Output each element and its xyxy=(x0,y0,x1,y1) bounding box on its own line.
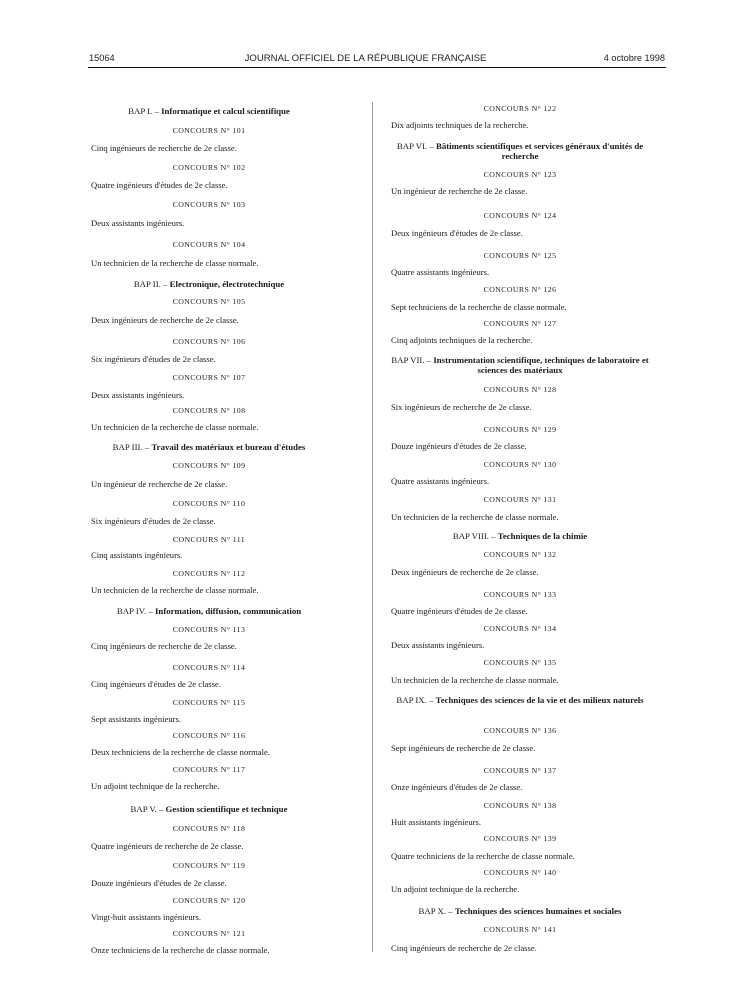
position-line: Quatre assistants ingénieurs. xyxy=(391,267,490,277)
position-line: Deux ingénieurs de recherche de 2e classe. xyxy=(391,567,539,577)
position-line: Cinq assistants ingénieurs. xyxy=(91,550,183,560)
section-heading xyxy=(391,906,649,916)
concours-number: CONCOURS N° 119 xyxy=(172,861,246,870)
concours-number: CONCOURS N° 105 xyxy=(172,297,246,306)
position-line: Onze ingénieurs d'études de 2e classe. xyxy=(391,782,523,792)
concours-number: CONCOURS N° 101 xyxy=(172,126,246,135)
position-line: Six ingénieurs d'études de 2e classe. xyxy=(91,516,216,526)
position-line: Cinq ingénieurs de recherche de 2e classe. xyxy=(391,943,537,953)
concours-number: CONCOURS N° 130 xyxy=(483,460,557,469)
position-line: Un technicien de la recherche de classe normale. xyxy=(91,258,259,268)
section-title: Informatique et calcul scientifique xyxy=(161,106,290,116)
position-line: Un ingénieur de recherche de 2e classe. xyxy=(91,479,228,489)
section-heading xyxy=(91,106,327,116)
concours-number: CONCOURS N° 107 xyxy=(172,373,246,382)
concours-number: CONCOURS N° 140 xyxy=(483,868,557,877)
publication-date: 4 octobre 1998 xyxy=(603,53,665,63)
position-line: Deux assistants ingénieurs. xyxy=(91,390,185,400)
section-heading xyxy=(91,804,327,814)
section-heading xyxy=(91,279,327,289)
concours-number: CONCOURS N° 115 xyxy=(172,698,246,707)
concours-number: CONCOURS N° 141 xyxy=(483,925,557,934)
position-line: Cinq adjoints techniques de la recherche. xyxy=(391,335,533,345)
position-line: Quatre assistants ingénieurs. xyxy=(391,476,490,486)
section-title: Electronique, électrotechnique xyxy=(169,279,285,289)
position-line: Quatre ingénieurs d'études de 2e classe. xyxy=(391,606,528,616)
position-line: Un ingénieur de recherche de 2e classe. xyxy=(391,186,528,196)
concours-number: CONCOURS N° 121 xyxy=(172,929,246,938)
concours-number: CONCOURS N° 134 xyxy=(483,624,557,633)
position-line: Six ingénieurs d'études de 2e classe. xyxy=(91,354,216,364)
concours-number: CONCOURS N° 139 xyxy=(483,834,557,843)
concours-number: CONCOURS N° 136 xyxy=(483,726,557,735)
section-prefix: BAP IX. – xyxy=(396,695,436,705)
concours-number: CONCOURS N° 108 xyxy=(172,406,246,415)
section-title: Information, diffusion, communication xyxy=(155,606,302,616)
concours-number: CONCOURS N° 109 xyxy=(172,461,246,470)
section-prefix: BAP I. – xyxy=(128,106,162,116)
concours-number: CONCOURS N° 112 xyxy=(172,569,246,578)
position-line: Onze techniciens de la recherche de classe normale. xyxy=(91,945,270,955)
position-line: Douze ingénieurs d'études de 2e classe. xyxy=(391,441,527,451)
section-heading xyxy=(91,442,327,452)
concours-number: CONCOURS N° 124 xyxy=(483,211,557,220)
position-line: Un adjoint technique de la recherche. xyxy=(391,884,520,894)
column-divider xyxy=(372,102,373,952)
section-heading xyxy=(391,141,649,161)
concours-number: CONCOURS N° 104 xyxy=(172,240,246,249)
concours-number: CONCOURS N° 110 xyxy=(172,499,246,508)
section-title: Techniques des sciences de la vie et des milieux naturels xyxy=(435,695,644,705)
position-line: Un technicien de la recherche de classe normale. xyxy=(391,675,559,685)
journal-title: JOURNAL OFFICIEL DE LA RÉPUBLIQUE FRANÇAISE xyxy=(244,53,487,64)
concours-number: CONCOURS N° 120 xyxy=(172,896,246,905)
concours-number: CONCOURS N° 123 xyxy=(483,170,557,179)
section-heading xyxy=(391,355,649,375)
position-line: Un technicien de la recherche de classe normale. xyxy=(391,512,559,522)
position-line: Vingt-huit assistants ingénieurs. xyxy=(91,912,201,922)
section-prefix: BAP V. – xyxy=(130,804,166,814)
concours-number: CONCOURS N° 125 xyxy=(483,251,557,260)
position-line: Sept assistants ingénieurs. xyxy=(91,714,181,724)
concours-number: CONCOURS N° 131 xyxy=(483,495,557,504)
position-line: Six ingénieurs de recherche de 2e classe. xyxy=(391,402,532,412)
concours-number: CONCOURS N° 113 xyxy=(172,625,246,634)
section-prefix: BAP VII. – xyxy=(391,355,434,365)
position-line: Sept techniciens de la recherche de classe normale. xyxy=(391,302,567,312)
section-heading xyxy=(91,606,327,616)
header-rule xyxy=(88,67,666,68)
section-title: Gestion scientifique et technique xyxy=(165,804,288,814)
concours-number: CONCOURS N° 122 xyxy=(483,104,557,113)
concours-number: CONCOURS N° 133 xyxy=(483,590,557,599)
concours-number: CONCOURS N° 137 xyxy=(483,766,557,775)
position-line: Douze ingénieurs d'études de 2e classe. xyxy=(91,878,227,888)
page-number: 15064 xyxy=(89,53,115,63)
concours-number: CONCOURS N° 126 xyxy=(483,285,557,294)
concours-number: CONCOURS N° 127 xyxy=(483,319,557,328)
concours-number: CONCOURS N° 138 xyxy=(483,801,557,810)
concours-number: CONCOURS N° 118 xyxy=(172,824,246,833)
concours-number: CONCOURS N° 103 xyxy=(172,200,246,209)
section-heading xyxy=(391,695,649,705)
position-line: Deux assistants ingénieurs. xyxy=(91,218,185,228)
section-prefix: BAP III. – xyxy=(112,442,152,452)
section-heading xyxy=(391,531,649,541)
position-line: Dix adjoints techniques de la recherche. xyxy=(391,120,529,130)
concours-number: CONCOURS N° 128 xyxy=(483,385,557,394)
section-prefix: BAP VIII. – xyxy=(452,531,498,541)
concours-number: CONCOURS N° 132 xyxy=(483,550,557,559)
section-prefix: BAP X. – xyxy=(418,906,455,916)
section-title: Techniques de la chimie xyxy=(497,531,588,541)
concours-number: CONCOURS N° 114 xyxy=(172,663,246,672)
position-line: Quatre techniciens de la recherche de classe normale. xyxy=(391,851,575,861)
section-title: Bâtiments scientifiques et services généraux d'unités de recherche xyxy=(435,141,644,161)
concours-number: CONCOURS N° 135 xyxy=(483,658,557,667)
position-line: Cinq ingénieurs de recherche de 2e classe. xyxy=(91,143,237,153)
position-line: Un technicien de la recherche de classe normale. xyxy=(91,585,259,595)
position-line: Un technicien de la recherche de classe normale. xyxy=(91,422,259,432)
position-line: Cinq ingénieurs de recherche de 2e classe. xyxy=(91,641,237,651)
concours-number: CONCOURS N° 129 xyxy=(483,425,557,434)
section-title: Instrumentation scientifique, techniques de laboratoire et sciences des matériaux xyxy=(433,355,649,375)
position-line: Deux techniciens de la recherche de classe normale. xyxy=(91,747,270,757)
position-line: Deux ingénieurs de recherche de 2e classe. xyxy=(91,315,239,325)
position-line: Deux ingénieurs d'études de 2e classe. xyxy=(391,228,523,238)
section-prefix: BAP VI. – xyxy=(396,141,436,151)
concours-number: CONCOURS N° 116 xyxy=(172,731,246,740)
position-line: Quatre ingénieurs d'études de 2e classe. xyxy=(91,180,228,190)
position-line: Quatre ingénieurs de recherche de 2e classe. xyxy=(91,841,244,851)
position-line: Cinq ingénieurs d'études de 2e classe. xyxy=(91,679,221,689)
position-line: Huit assistants ingénieurs. xyxy=(391,817,481,827)
position-line: Sept ingénieurs de recherche de 2e classe. xyxy=(391,743,536,753)
position-line: Un adjoint technique de la recherche. xyxy=(91,781,220,791)
section-title: Travail des matériaux et bureau d'études xyxy=(151,442,306,452)
section-prefix: BAP IV. – xyxy=(116,606,155,616)
concours-number: CONCOURS N° 111 xyxy=(172,535,246,544)
section-title: Techniques des sciences humaines et sociales xyxy=(454,906,622,916)
concours-number: CONCOURS N° 117 xyxy=(172,765,246,774)
concours-number: CONCOURS N° 102 xyxy=(172,163,246,172)
section-prefix: BAP II. – xyxy=(133,279,170,289)
position-line: Deux assistants ingénieurs. xyxy=(391,640,485,650)
concours-number: CONCOURS N° 106 xyxy=(172,337,246,346)
